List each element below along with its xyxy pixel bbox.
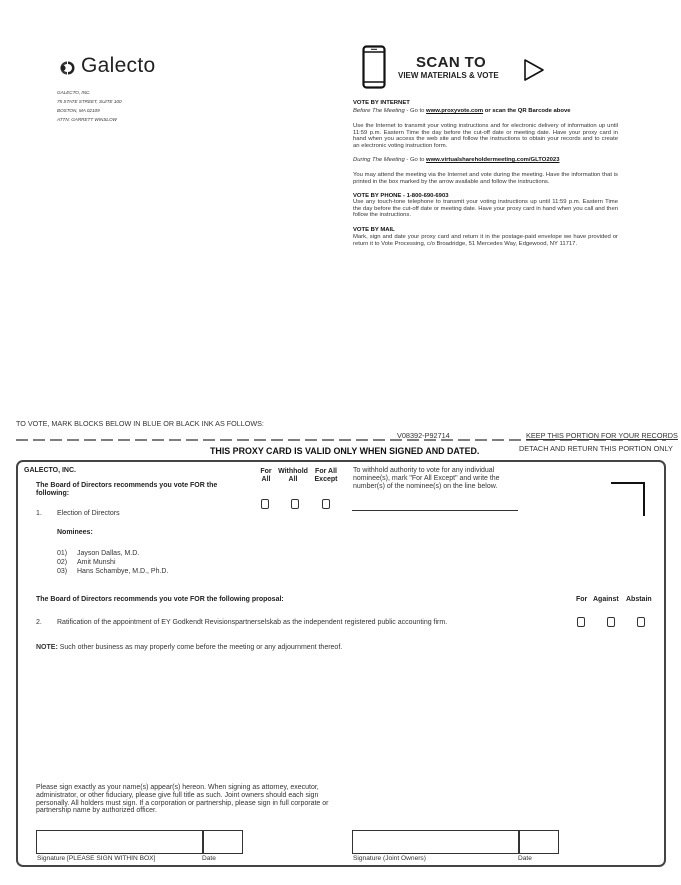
corner-mark-icon — [611, 482, 645, 516]
valid-notice: THIS PROXY CARD IS VALID ONLY WHEN SIGNED AND DATED. — [210, 446, 480, 456]
item-1-text: Election of Directors — [57, 510, 120, 517]
phone-body: Use any touch-tone telephone to transmit your voting instructions up until 11:59 p.m. Eastern Time the day before the cut-off date or meeting date. Have your proxy card in hand when you call and then follow the instructions. — [353, 199, 618, 219]
address-line: GALECTO, INC. — [57, 90, 91, 95]
col-header-withhold-all: Withhold All — [278, 468, 308, 483]
nominee-writein-line[interactable] — [352, 510, 518, 511]
card-company-name: GALECTO, INC. — [24, 467, 76, 474]
phone-heading: VOTE BY PHONE - 1-800-690-6903 — [353, 193, 449, 199]
proxyvote-link[interactable]: www.proxyvote.com — [426, 108, 484, 114]
scan-title: SCAN TO — [416, 54, 487, 71]
col-header-for-all: For All — [260, 468, 272, 483]
checkbox-withhold-all[interactable] — [291, 499, 299, 509]
nominee-name: Amit Munshi — [77, 559, 116, 566]
nominee-name: Hans Schambye, M.D., Ph.D. — [77, 568, 169, 575]
col-header-against: Against — [593, 596, 619, 603]
smartphone-icon — [362, 45, 386, 89]
checkbox-for-all[interactable] — [261, 499, 269, 509]
item-1-number: 1. — [36, 510, 42, 517]
nominee-number: 02) — [57, 559, 68, 566]
scan-subtitle: VIEW MATERIALS & VOTE — [398, 71, 499, 80]
nominees-heading: Nominees: — [57, 529, 93, 536]
detach-portion-text: DETACH AND RETURN THIS PORTION ONLY — [519, 444, 673, 453]
col-header-for-all-except: For All Except — [314, 468, 338, 483]
internet-heading: VOTE BY INTERNET — [353, 100, 410, 106]
withhold-instructions: To withhold authority to vote for any individual nominee(s), mark "For All Except" and write the number(s) of the nominee(s) on the line below. — [353, 467, 500, 490]
control-number: V08392-P92714 — [397, 431, 450, 440]
address-line: BOSTON, MA 02109 — [57, 108, 100, 113]
nominee-name: Jayson Dallas, M.D. — [77, 550, 140, 557]
checkbox-proposal-against[interactable] — [607, 617, 615, 627]
date-box[interactable] — [202, 830, 243, 854]
galecto-logo-text: Galecto — [81, 54, 156, 77]
galecto-logo-mark-icon — [59, 60, 81, 76]
during-meeting-line: During The Meeting - Go to www.virtualshareholdermeeting.com/GLTO2023 — [353, 157, 560, 163]
nominee-number: 03) — [57, 568, 68, 575]
checkbox-proposal-for[interactable] — [577, 617, 585, 627]
joint-date-box[interactable] — [518, 830, 559, 854]
virtual-meeting-link[interactable]: www.virtualshareholdermeeting.com/GLTO2023 — [426, 157, 560, 163]
checkbox-for-all-except[interactable] — [322, 499, 330, 509]
note-line: NOTE: Such other business as may properly come before the meeting or any adjournment thereof. — [36, 644, 343, 651]
before-meeting-line: Before The Meeting - Go to www.proxyvote.com or scan the QR Barcode above — [353, 108, 571, 114]
joint-date-label: Date — [518, 855, 532, 862]
board-recommendation-1: The Board of Directors recommends you vote FOR the following: — [36, 482, 218, 497]
keep-portion-text: KEEP THIS PORTION FOR YOUR RECORDS — [526, 431, 678, 440]
date-label: Date — [202, 855, 216, 862]
col-header-abstain: Abstain — [626, 596, 652, 603]
joint-signature-label: Signature (Joint Owners) — [353, 855, 426, 862]
mail-heading: VOTE BY MAIL — [353, 227, 395, 233]
item-2-number: 2. — [36, 619, 42, 626]
signature-box[interactable] — [36, 830, 204, 854]
checkbox-proposal-abstain[interactable] — [637, 617, 645, 627]
signature-label: Signature [PLEASE SIGN WITHIN BOX] — [37, 855, 156, 862]
internet-body: Use the Internet to transmit your voting instructions and for electronic delivery of information up until 11:59 p.m. Eastern Time the day before the cut-off date or meeting date. Have your proxy card in hand when you access the web site and follow the instructions to obtain your records and to create an electronic voting instruction form. — [353, 123, 618, 150]
board-recommendation-2: The Board of Directors recommends you vote FOR the following proposal: — [36, 596, 284, 603]
item-2-text: Ratification of the appointment of EY Godkendt Revisionspartnerselskab as the independent registered public accounting firm. — [57, 619, 448, 626]
col-header-for: For — [576, 596, 588, 603]
signing-instructions: Please sign exactly as your name(s) appear(s) hereon. When signing as attorney, executor, administrator, or other fiduciary, please give full title as such. Joint owners should each sign personally. All holders must sign. If a corporation or partnership, please sign in full corporate or partnership name by authorized officer. — [36, 784, 329, 815]
address-line: 75 STATE STREET, SUITE 100 — [57, 99, 122, 104]
address-line: ATTN: GARRETT WINSLOW — [57, 117, 117, 122]
play-arrow-icon — [523, 58, 545, 82]
during-body: You may attend the meeting via the Internet and vote during the meeting. Have the information that is printed in the box marked by the arrow available and follow the instructions. — [353, 172, 618, 185]
mark-instruction: TO VOTE, MARK BLOCKS BELOW IN BLUE OR BLACK INK AS FOLLOWS: — [16, 419, 264, 428]
nominee-number: 01) — [57, 550, 68, 557]
mail-body: Mark, sign and date your proxy card and return it in the postage-paid envelope we have provided or return it to Vote Processing, c/o Broadridge, 51 Mercedes Way, Edgewood, NY 11717. — [353, 234, 618, 247]
joint-signature-box[interactable] — [352, 830, 520, 854]
